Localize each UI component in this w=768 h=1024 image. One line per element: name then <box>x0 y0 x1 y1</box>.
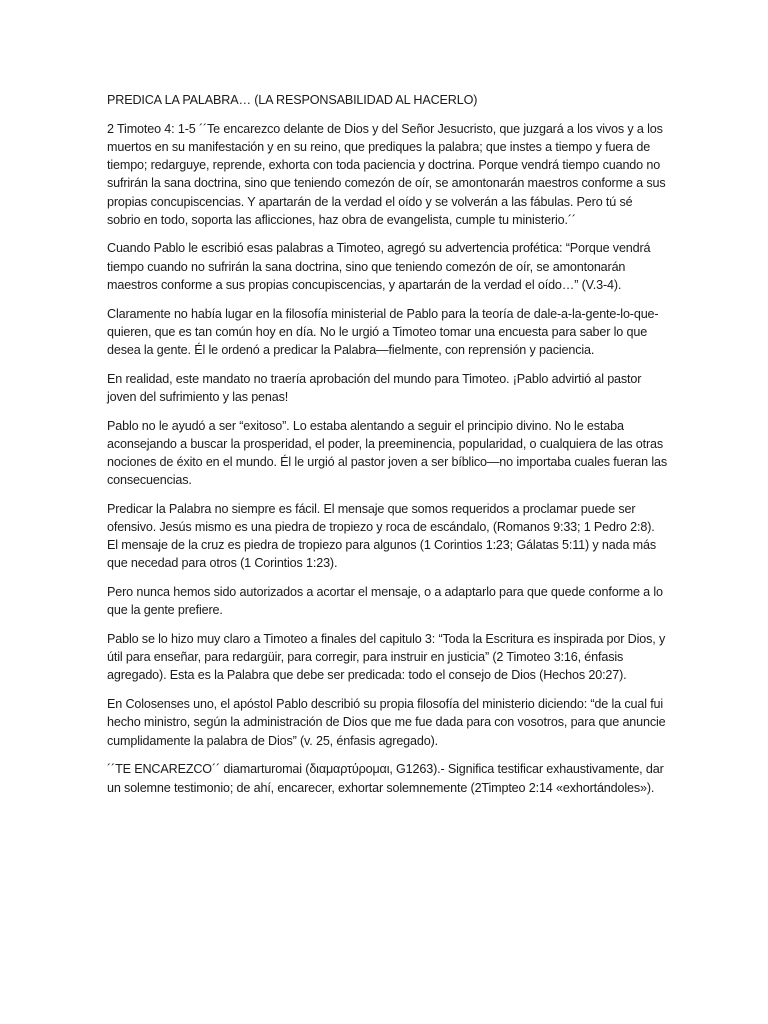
paragraph-filosofia-ministerial: Claramente no había lugar en la filosofía ministerial de Pablo para la teoría de dale-a-la-gente-lo-que-quieren, que es tan común hoy en día. No le urgió a Timoteo tomar una encuesta para saber lo que desea la gente. Él le ordenó a predicar la Palabra—fielmente, con reprensión y paciencia. <box>107 306 659 357</box>
paragraph-scripture-2-timoteo: 2 Timoteo 4: 1-5 ´´Te encarezco delante de Dios y del Señor Jesucristo, que juzgará a los vivos y a los muertos en su manifestación y en su reino, que prediques la palabra; que instes a tiempo y fuera de tiempo; redarguye, reprende, exhorta con toda paciencia y doctrina. Porque vendrá tiempo cuando no sufrirán la sana doctrina, sino que teniendo comezón de oír, se amontonarán maestros conforme a sus propias concupiscencias. Y apartarán de la verdad el oído y se volverán a las fábulas. Pero tú sé sobrio en todo, soporta las aflicciones, haz obra de evangelista, cumple tu ministerio.´´ <box>107 121 666 227</box>
document-title: PREDICA LA PALABRA… (LA RESPONSABILIDAD AL HACERLO) <box>107 93 478 107</box>
paragraph-mandato: En realidad, este mandato no traería aprobación del mundo para Timoteo. ¡Pablo advirtió al pastor joven del sufrimiento y las penas! <box>107 371 642 404</box>
document-page <box>107 91 667 807</box>
paragraph-colosenses: En Colosenses uno, el apóstol Pablo describió su propia filosofía del ministerio diciendo: “de la cual fui hecho ministro, según la administración de Dios que me fue dada para con vosotros, para que anuncie cumplidamente la palabra de Dios” (v. 25, énfasis agregado). <box>107 697 666 748</box>
paragraph-predicar-no-facil: Predicar la Palabra no siempre es fácil. El mensaje que somos requeridos a proclamar puede ser ofensivo. Jesús mismo es una piedra de tropiezo y roca de escándalo, (Romanos 9:33; 1 Pedro 2:8). El mensaje de la cruz es piedra de tropiezo para algunos (1 Corintios 1:23; Gálatas 5:11) y nada más que necedad para otros (1 Corintios 1:23). <box>107 501 657 571</box>
paragraph-no-acortar: Pero nunca hemos sido autorizados a acortar el mensaje, o a adaptarlo para que quede conforme a lo que la gente prefiere. <box>107 585 663 618</box>
paragraph-advertencia-profetica: Cuando Pablo le escribió esas palabras a Timoteo, agregó su advertencia profética: “Porque vendrá tiempo cuando no sufrirán la sana doctrina, sino que teniendo comezón de oír, se amontonarán maestros conforme a sus propias concupiscencias, y apartarán de la verdad el oído…” (V.3-4). <box>107 241 651 292</box>
paragraph-toda-escritura: Pablo se lo hizo muy claro a Timoteo a finales del capitulo 3: “Toda la Escritura es inspirada por Dios, y útil para enseñar, para redargüir, para corregir, para instruir en justicia” (2 Timoteo 3:16, énfasis agregado). Esta es la Palabra que debe ser predicada: todo el consejo de Dios (Hechos 20:27). <box>107 632 666 683</box>
paragraph-exitoso: Pablo no le ayudó a ser “exitoso”. Lo estaba alentando a seguir el principio divino. No le estaba aconsejando a buscar la prosperidad, el poder, la preeminencia, popularidad, o cualquiera de las otras nociones de éxito en el mundo. Él le urgió al pastor joven a ser bíblico—no importaba cuales fueran las consecuencias. <box>107 418 668 488</box>
paragraph-te-encarezco: ´´TE ENCAREZCO´´ diamarturomai (διαμαρτύρομαι, G1263).- Significa testificar exhaustivamente, dar un solemne testimonio; de ahí, encarecer, exhortar solemnemente (2Timpteo 2:14 «exhortándoles»). <box>107 762 664 795</box>
